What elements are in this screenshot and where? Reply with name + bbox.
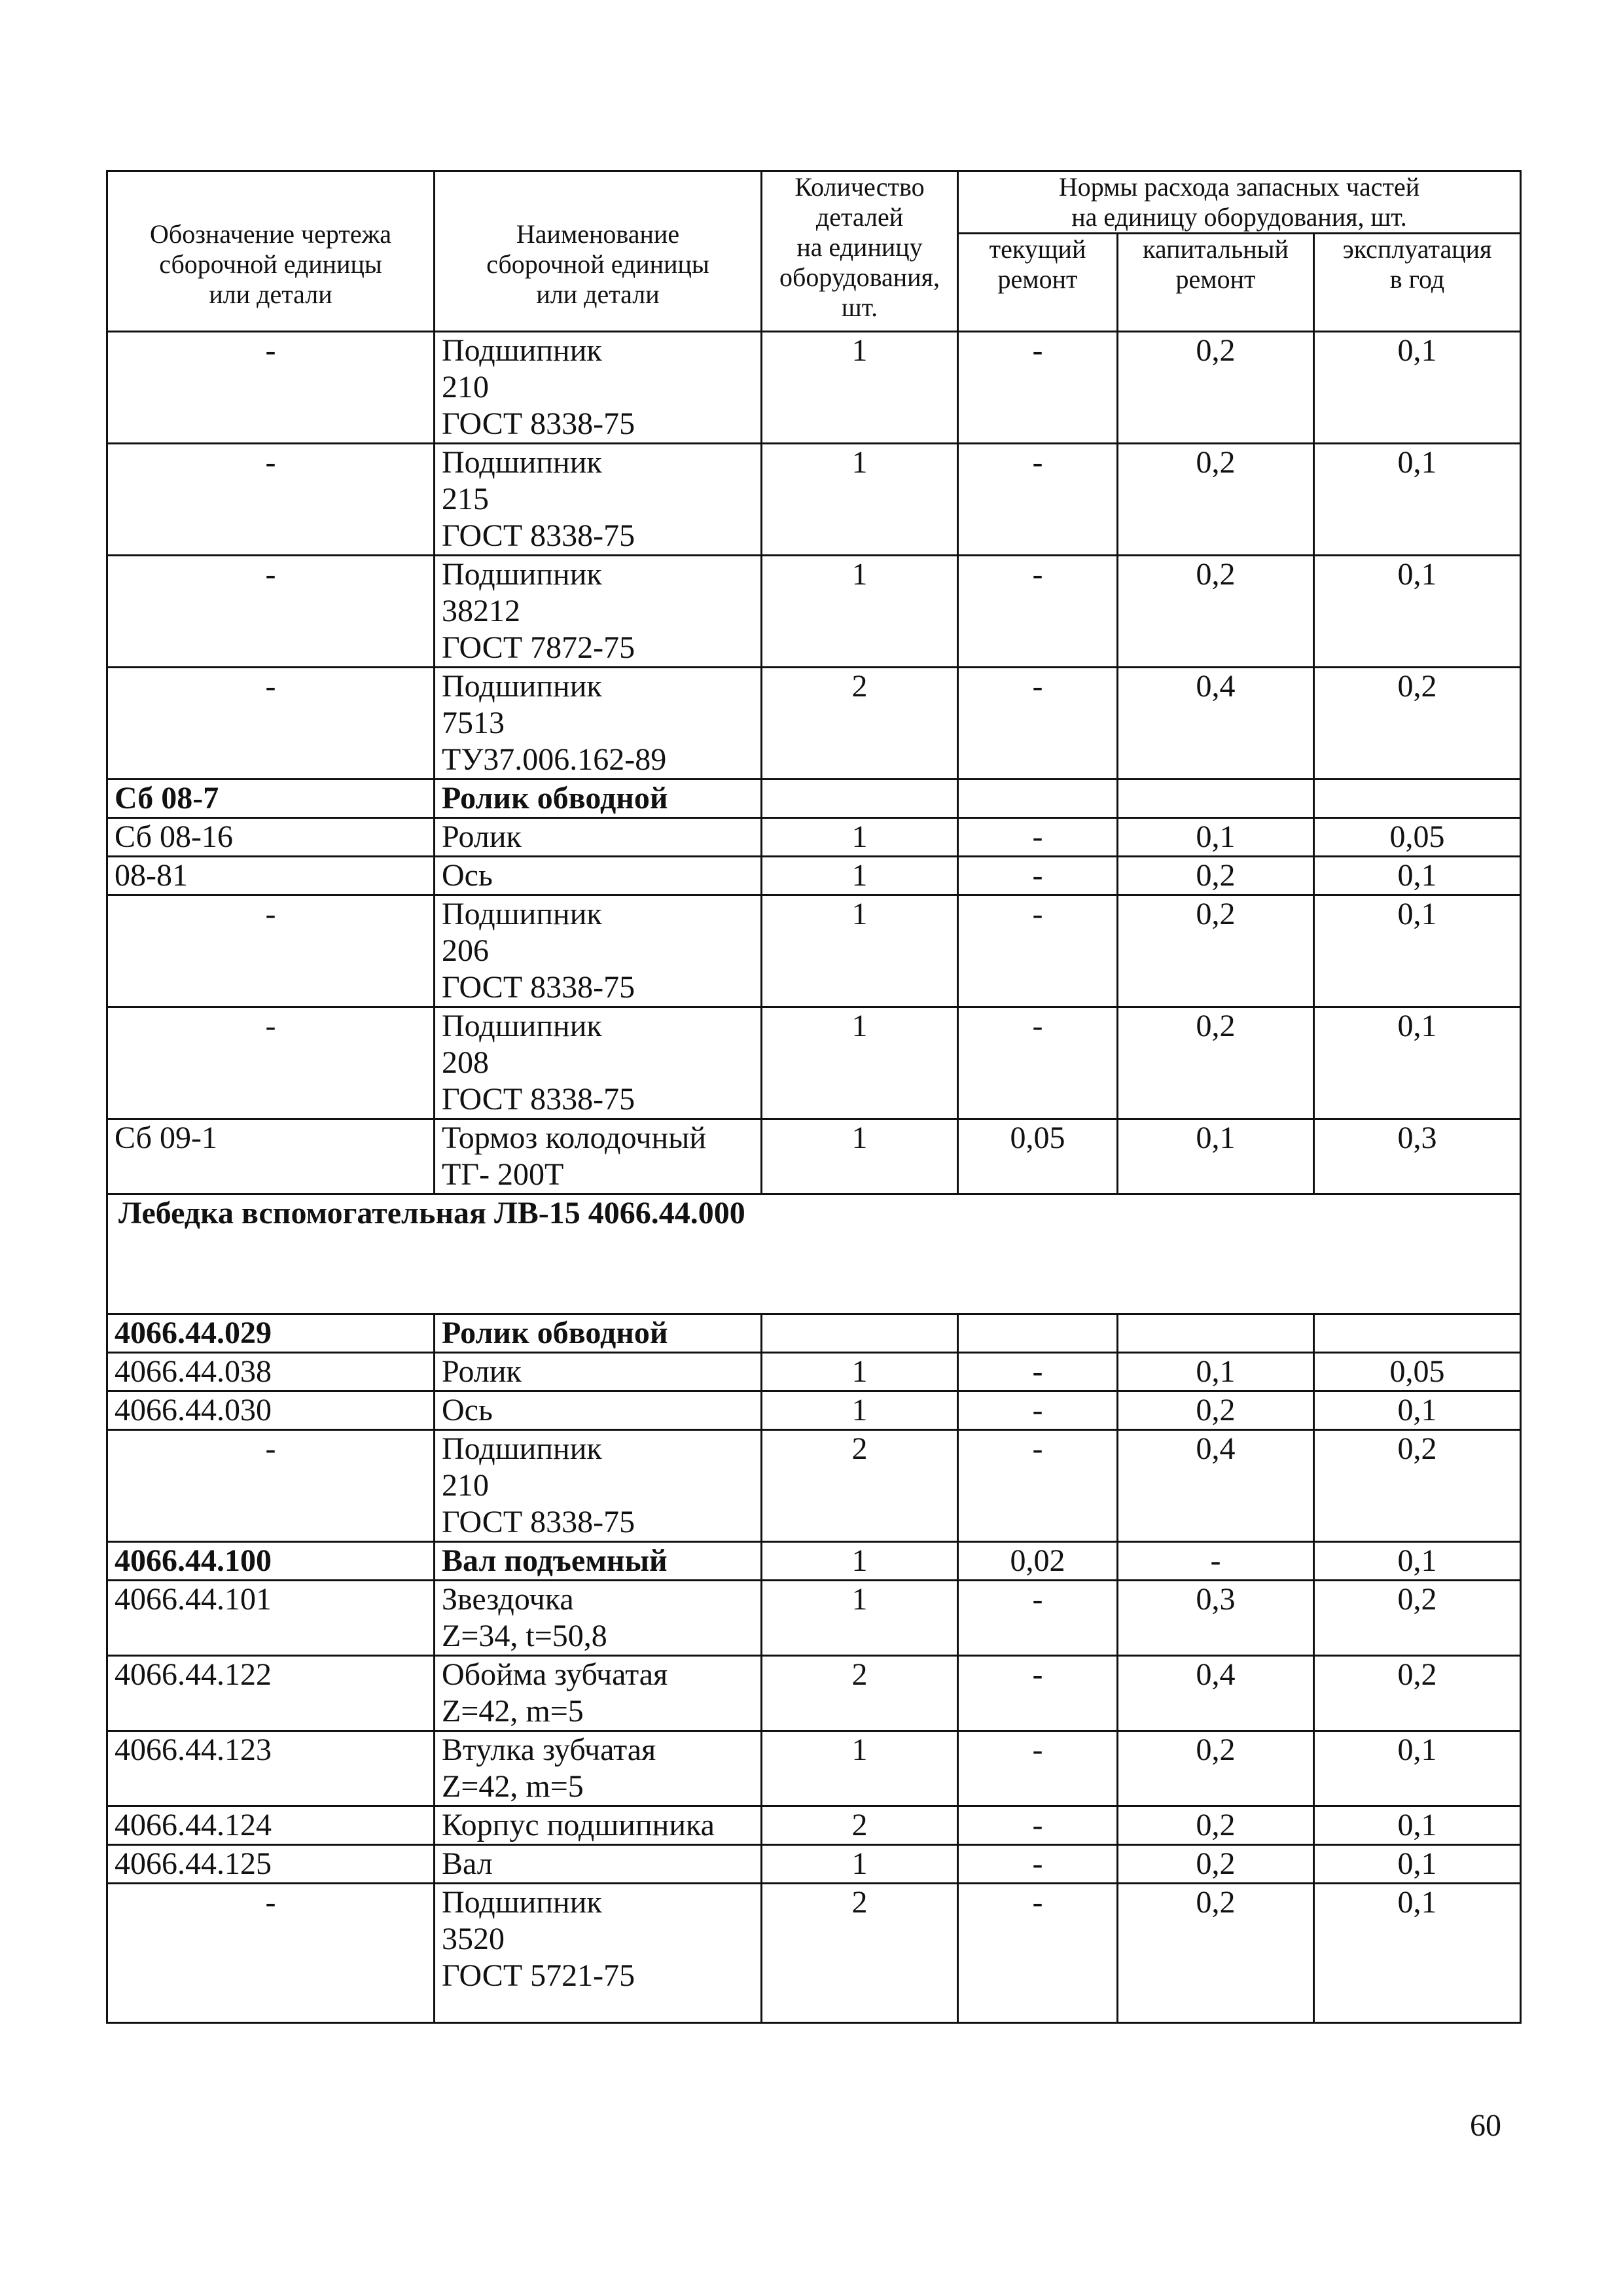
cell-operation-per-year: 0,1 xyxy=(1314,1806,1521,1845)
table-row xyxy=(107,1806,1521,1845)
table-row xyxy=(107,818,1521,857)
header-capital-repair: капитальный ремонт xyxy=(1118,234,1314,332)
cell-quantity: 1 xyxy=(762,857,958,895)
cell-name xyxy=(435,818,762,857)
cell-quantity: 1 xyxy=(762,1119,958,1194)
cell-name xyxy=(435,1314,762,1353)
cell-name-line: ГОСТ 5721-75 xyxy=(442,1958,635,1993)
cell-name-line: Ролик xyxy=(442,1354,522,1389)
header-current-repair: текущий ремонт xyxy=(958,234,1118,332)
cell-name-line: Подшипник xyxy=(442,333,602,368)
cell-name xyxy=(435,895,762,1007)
cell-operation-per-year: 0,1 xyxy=(1314,1884,1521,2023)
cell-name xyxy=(435,1581,762,1656)
cell-quantity: 1 xyxy=(762,1542,958,1581)
cell-name xyxy=(435,1119,762,1194)
cell-designation: - xyxy=(107,668,435,780)
header-drawing-designation: Обозначение чертежа сборочной единицы или детали xyxy=(107,171,435,332)
cell-operation-per-year: 0,05 xyxy=(1314,1353,1521,1391)
cell-operation-per-year: 0,1 xyxy=(1314,1007,1521,1119)
cell-quantity: 1 xyxy=(762,556,958,668)
cell-quantity: 1 xyxy=(762,818,958,857)
table-row xyxy=(107,668,1521,780)
cell-capital-repair: 0,1 xyxy=(1118,818,1314,857)
table-row xyxy=(107,556,1521,668)
cell-capital-repair: 0,2 xyxy=(1118,444,1314,556)
cell-name-line: 210 xyxy=(442,1468,489,1503)
cell-current-repair: 0,05 xyxy=(958,1119,1118,1194)
cell-operation-per-year: 0,1 xyxy=(1314,1731,1521,1806)
table-row xyxy=(107,857,1521,895)
cell-capital-repair: 0,2 xyxy=(1118,1806,1314,1845)
cell-designation: - xyxy=(107,444,435,556)
cell-name-line: Тормоз колодочный xyxy=(442,1121,707,1155)
cell-capital-repair: 0,1 xyxy=(1118,1353,1314,1391)
cell-quantity: 1 xyxy=(762,1845,958,1884)
cell-operation-per-year: 0,2 xyxy=(1314,1581,1521,1656)
cell-quantity: 2 xyxy=(762,1430,958,1542)
cell-name xyxy=(435,1656,762,1731)
table-row xyxy=(107,780,1521,818)
cell-capital-repair: 0,2 xyxy=(1118,895,1314,1007)
cell-operation-per-year xyxy=(1314,1314,1521,1353)
cell-quantity: 2 xyxy=(762,1884,958,2023)
cell-name-line: Подшипник xyxy=(442,1009,602,1043)
cell-operation-per-year: 0,1 xyxy=(1314,1391,1521,1430)
cell-capital-repair: 0,4 xyxy=(1118,668,1314,780)
cell-current-repair: - xyxy=(958,1391,1118,1430)
cell-name-line: 206 xyxy=(442,933,489,968)
header-name: Наименование сборочной единицы или детали xyxy=(435,171,762,332)
cell-operation-per-year: 0,1 xyxy=(1314,332,1521,444)
cell-current-repair: - xyxy=(958,1845,1118,1884)
cell-operation-per-year: 0,1 xyxy=(1314,1845,1521,1884)
cell-current-repair: - xyxy=(958,1884,1118,2023)
cell-name xyxy=(435,1845,762,1884)
cell-quantity: 1 xyxy=(762,1007,958,1119)
cell-name-line: ГОСТ 8338-75 xyxy=(442,970,635,1005)
cell-designation: 4066.44.038 xyxy=(107,1353,435,1391)
cell-name xyxy=(435,1731,762,1806)
cell-quantity: 1 xyxy=(762,1391,958,1430)
header-operation-per-year: эксплуатация в год xyxy=(1314,234,1521,332)
cell-name-line: ГОСТ 8338-75 xyxy=(442,518,635,553)
cell-name-line: Звездочка xyxy=(442,1582,574,1617)
cell-current-repair: - xyxy=(958,1656,1118,1731)
cell-designation: - xyxy=(107,1430,435,1542)
cell-name-line: Подшипник xyxy=(442,897,602,931)
cell-name xyxy=(435,1542,762,1581)
table-row xyxy=(107,895,1521,1007)
cell-name-line: Подшипник xyxy=(442,1885,602,1920)
table-row xyxy=(107,1884,1521,2023)
cell-operation-per-year: 0,1 xyxy=(1314,895,1521,1007)
table-row xyxy=(107,332,1521,444)
cell-designation: 4066.44.125 xyxy=(107,1845,435,1884)
cell-current-repair: - xyxy=(958,1353,1118,1391)
cell-designation: 4066.44.100 xyxy=(107,1542,435,1581)
cell-name-line: Z=42, m=5 xyxy=(442,1694,584,1729)
table-row xyxy=(107,1430,1521,1542)
cell-name-line: Ось xyxy=(442,858,493,893)
cell-current-repair: - xyxy=(958,818,1118,857)
table-row xyxy=(107,444,1521,556)
cell-designation: 4066.44.123 xyxy=(107,1731,435,1806)
cell-current-repair: - xyxy=(958,1806,1118,1845)
cell-name-line: Подшипник xyxy=(442,669,602,704)
cell-designation: 4066.44.101 xyxy=(107,1581,435,1656)
cell-designation: - xyxy=(107,1884,435,2023)
cell-designation: - xyxy=(107,1007,435,1119)
cell-name-line: 208 xyxy=(442,1045,489,1080)
cell-capital-repair: 0,2 xyxy=(1118,1845,1314,1884)
cell-quantity: 2 xyxy=(762,1806,958,1845)
cell-designation: 4066.44.124 xyxy=(107,1806,435,1845)
cell-name-line: Корпус подшипника xyxy=(442,1808,715,1842)
cell-name-line: Ролик обводной xyxy=(442,781,668,816)
cell-designation: Сб 08-16 xyxy=(107,818,435,857)
cell-operation-per-year: 0,2 xyxy=(1314,1656,1521,1731)
cell-designation: - xyxy=(107,556,435,668)
cell-quantity xyxy=(762,780,958,818)
cell-name-line: 3520 xyxy=(442,1922,505,1956)
cell-name-line: ТУ37.006.162-89 xyxy=(442,742,667,777)
cell-quantity: 1 xyxy=(762,1581,958,1656)
cell-name xyxy=(435,1884,762,2023)
cell-capital-repair: 0,3 xyxy=(1118,1581,1314,1656)
table-row xyxy=(107,1391,1521,1430)
cell-quantity: 2 xyxy=(762,668,958,780)
cell-operation-per-year: 0,3 xyxy=(1314,1119,1521,1194)
cell-current-repair: - xyxy=(958,1581,1118,1656)
cell-quantity: 2 xyxy=(762,1656,958,1731)
table-row xyxy=(107,1119,1521,1194)
cell-name-line: Вал xyxy=(442,1846,493,1881)
cell-capital-repair: 0,4 xyxy=(1118,1430,1314,1542)
cell-name xyxy=(435,1007,762,1119)
cell-name-line: Z=34, t=50,8 xyxy=(442,1619,607,1653)
cell-designation: 08-81 xyxy=(107,857,435,895)
cell-name-line: 215 xyxy=(442,482,489,516)
cell-quantity: 1 xyxy=(762,1731,958,1806)
cell-operation-per-year: 0,2 xyxy=(1314,668,1521,780)
table-row xyxy=(107,1581,1521,1656)
cell-name-line: Z=42, m=5 xyxy=(442,1769,584,1804)
cell-current-repair: 0,02 xyxy=(958,1542,1118,1581)
table-row xyxy=(107,1007,1521,1119)
cell-name-line: Подшипник xyxy=(442,1431,602,1466)
cell-name xyxy=(435,780,762,818)
table-row xyxy=(107,1353,1521,1391)
cell-quantity: 1 xyxy=(762,895,958,1007)
cell-name xyxy=(435,1806,762,1845)
cell-name-line: ТГ- 200Т xyxy=(442,1157,564,1192)
cell-capital-repair: 0,4 xyxy=(1118,1656,1314,1731)
cell-name xyxy=(435,1430,762,1542)
cell-name xyxy=(435,668,762,780)
cell-operation-per-year: 0,1 xyxy=(1314,444,1521,556)
section-title: Лебедка вспомогательная ЛВ-15 4066.44.000 xyxy=(107,1194,1521,1314)
header-quantity: Количество деталей на единицу оборудования, шт. xyxy=(762,171,958,332)
table-row xyxy=(107,1731,1521,1806)
cell-capital-repair: 0,2 xyxy=(1118,857,1314,895)
cell-capital-repair: 0,1 xyxy=(1118,1119,1314,1194)
cell-capital-repair: 0,2 xyxy=(1118,332,1314,444)
cell-name-line: Подшипник xyxy=(442,445,602,480)
cell-name xyxy=(435,332,762,444)
cell-operation-per-year: 0,1 xyxy=(1314,1542,1521,1581)
cell-current-repair: - xyxy=(958,1731,1118,1806)
cell-name-line: Ролик обводной xyxy=(442,1316,668,1350)
cell-name xyxy=(435,1391,762,1430)
cell-operation-per-year: 0,1 xyxy=(1314,556,1521,668)
cell-designation: Сб 08-7 xyxy=(107,780,435,818)
table-row xyxy=(107,1845,1521,1884)
cell-name xyxy=(435,857,762,895)
cell-capital-repair xyxy=(1118,1314,1314,1353)
cell-name xyxy=(435,444,762,556)
cell-capital-repair: - xyxy=(1118,1542,1314,1581)
cell-capital-repair: 0,2 xyxy=(1118,1007,1314,1119)
table-row xyxy=(107,1542,1521,1581)
cell-current-repair: - xyxy=(958,556,1118,668)
cell-designation: 4066.44.030 xyxy=(107,1391,435,1430)
cell-current-repair: - xyxy=(958,444,1118,556)
cell-designation: - xyxy=(107,895,435,1007)
cell-current-repair: - xyxy=(958,668,1118,780)
cell-name-line: Втулка зубчатая xyxy=(442,1732,656,1767)
cell-designation: - xyxy=(107,332,435,444)
cell-current-repair: - xyxy=(958,895,1118,1007)
cell-name-line: ГОСТ 8338-75 xyxy=(442,1082,635,1117)
cell-name-line: ГОСТ 7872-75 xyxy=(442,630,635,665)
cell-name-line: 210 xyxy=(442,370,489,404)
cell-capital-repair: 0,2 xyxy=(1118,1391,1314,1430)
cell-name-line: 7513 xyxy=(442,706,505,740)
cell-name-line: Ролик xyxy=(442,819,522,854)
cell-designation: 4066.44.122 xyxy=(107,1656,435,1731)
cell-operation-per-year xyxy=(1314,780,1521,818)
cell-quantity: 1 xyxy=(762,332,958,444)
cell-capital-repair: 0,2 xyxy=(1118,1731,1314,1806)
cell-capital-repair: 0,2 xyxy=(1118,1884,1314,2023)
cell-operation-per-year: 0,2 xyxy=(1314,1430,1521,1542)
cell-operation-per-year: 0,1 xyxy=(1314,857,1521,895)
cell-designation: 4066.44.029 xyxy=(107,1314,435,1353)
cell-name-line: Подшипник xyxy=(442,557,602,592)
cell-name-line: ГОСТ 8338-75 xyxy=(442,406,635,441)
cell-current-repair: - xyxy=(958,1430,1118,1542)
cell-name-line: Вал подъемный xyxy=(442,1543,668,1578)
cell-current-repair: - xyxy=(958,332,1118,444)
page-number: 60 xyxy=(1470,2108,1501,2143)
cell-operation-per-year: 0,05 xyxy=(1314,818,1521,857)
spare-parts-table xyxy=(106,170,1522,2024)
table-row xyxy=(107,1656,1521,1731)
cell-current-repair xyxy=(958,780,1118,818)
header-norms: Нормы расхода запасных частей на единицу оборудования, шт. xyxy=(958,171,1521,234)
cell-name-line: ГОСТ 8338-75 xyxy=(442,1505,635,1539)
cell-name-line: Обойма зубчатая xyxy=(442,1657,668,1692)
cell-quantity xyxy=(762,1314,958,1353)
cell-capital-repair: 0,2 xyxy=(1118,556,1314,668)
cell-quantity: 1 xyxy=(762,444,958,556)
cell-name xyxy=(435,1353,762,1391)
cell-current-repair: - xyxy=(958,857,1118,895)
cell-capital-repair xyxy=(1118,780,1314,818)
cell-name-line: Ось xyxy=(442,1393,493,1427)
cell-current-repair: - xyxy=(958,1007,1118,1119)
cell-name-line: 38212 xyxy=(442,594,520,628)
table-row xyxy=(107,1314,1521,1353)
cell-designation: Сб 09-1 xyxy=(107,1119,435,1194)
cell-quantity: 1 xyxy=(762,1353,958,1391)
cell-current-repair xyxy=(958,1314,1118,1353)
cell-name xyxy=(435,556,762,668)
